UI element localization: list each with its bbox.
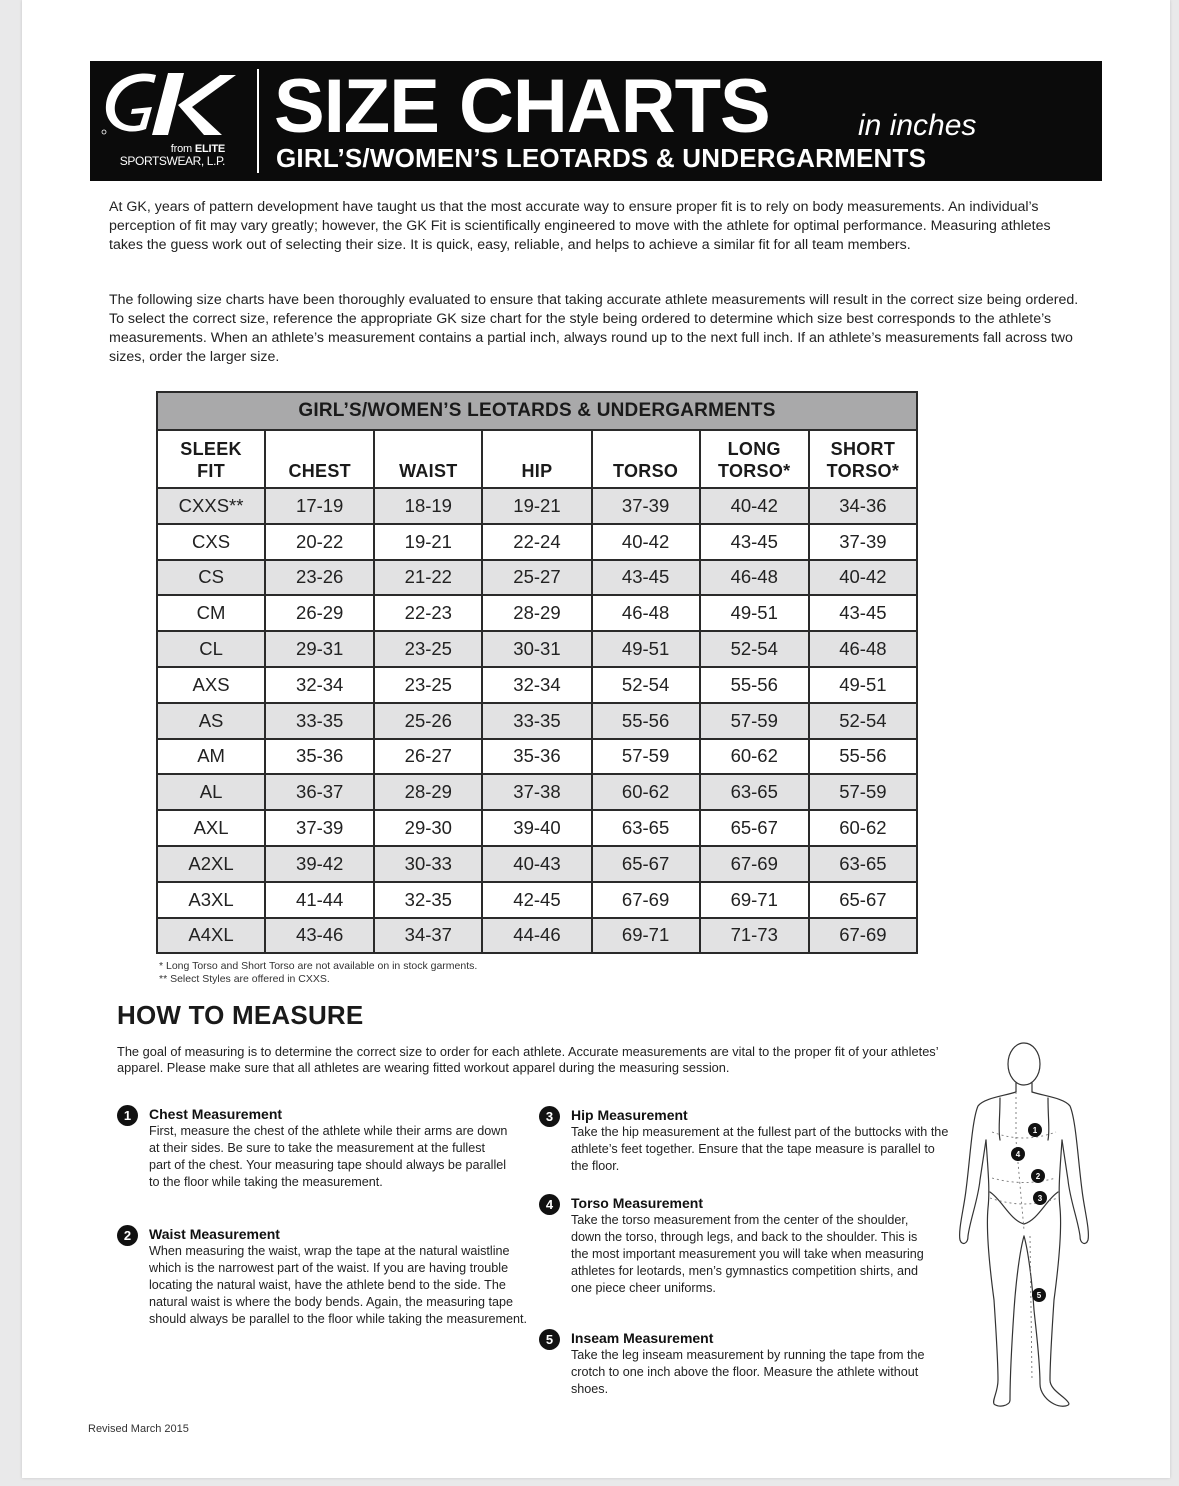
footnote-torso: * Long Torso and Short Torso are not available on in stock garments. [159,960,478,972]
table-row [157,667,917,703]
table-row [157,524,917,560]
measurement-cell: 60-62 [592,774,700,810]
measurement-cell: 60-62 [809,810,917,846]
measurement-cell: 57-59 [700,703,809,739]
measurement-cell: 28-29 [374,774,482,810]
step-text: First, measure the chest of the athlete while their arms are down at their sides. Be sure to take the measurement at the fullest part of the chest. Your measuring tape should always be parallel to the floor while taking the measurement. [149,1124,508,1189]
figure-marker-5: 5 [1036,1291,1042,1300]
measurement-cell: 52-54 [700,631,809,667]
measurement-cell: 43-45 [700,524,809,560]
measurement-cell: 33-35 [265,703,374,739]
table-header-row [157,430,917,488]
step-waist [123,1226,529,1328]
measurement-cell: 65-67 [592,846,700,882]
measurement-cell: 57-59 [592,739,700,775]
table-caption: GIRL’S/WOMEN’S LEOTARDS & UNDERGARMENTS [157,392,917,430]
measurement-cell: 40-43 [482,846,591,882]
step-torso [545,1195,936,1297]
table-row [157,846,917,882]
measurement-cell: 28-29 [482,595,591,631]
measurement-cell: 33-35 [482,703,591,739]
step-number-badge: 1 [117,1105,138,1126]
column-header-line: LONG [727,439,781,459]
measurement-cell: 30-33 [374,846,482,882]
units-label: in inches [858,109,977,142]
measurement-cell: 37-39 [809,524,917,560]
logo-sub: SPORTSWEAR, L.P. [119,154,225,168]
size-cell: A2XL [157,846,265,882]
measurement-cell: 40-42 [592,524,700,560]
measurement-cell: 63-65 [700,774,809,810]
measurement-cell: 57-59 [809,774,917,810]
measurement-cell: 32-35 [374,882,482,918]
step-number-badge: 5 [539,1329,560,1350]
figure-marker-3: 3 [1037,1194,1043,1203]
measurement-cell: 40-42 [700,488,809,524]
measurement-cell: 41-44 [265,882,374,918]
measurement-cell: 40-42 [809,560,917,596]
table-row [157,703,917,739]
measurement-cell: 39-40 [482,810,591,846]
column-header-line: HIP [521,461,553,481]
measurement-cell: 67-69 [592,882,700,918]
measurement-cell: 46-48 [700,560,809,596]
gk-logo-mark [98,67,248,147]
step-inseam [545,1330,936,1398]
banner-divider [257,69,259,173]
step-title: Torso Measurement [571,1195,703,1211]
step-text: Take the leg inseam measurement by running the tape from the crotch to one inch above the floor. Measure the athlete without shoes. [571,1348,925,1396]
figure-marker-1: 1 [1032,1126,1038,1135]
footnote-cxxs: ** Select Styles are offered in CXXS. [159,973,330,985]
measurement-cell: 23-25 [374,631,482,667]
column-header-line: CHEST [288,461,351,481]
table-row [157,918,917,954]
header-banner [90,61,1102,181]
measurement-cell: 21-22 [374,560,482,596]
measurement-cell: 60-62 [700,739,809,775]
logo-from: from ELITE [170,143,225,155]
gk-logo [98,67,248,177]
step-number-badge: 2 [117,1225,138,1246]
measurement-cell: 26-27 [374,739,482,775]
column-header-line: WAIST [399,461,458,481]
size-cell: AS [157,703,265,739]
table-body [157,488,917,953]
table-row [157,488,917,524]
measurement-cell: 29-30 [374,810,482,846]
measurement-cell: 23-25 [374,667,482,703]
step-text: Take the hip measurement at the fullest part of the buttocks with the athlete’s feet together. Ensure that the tape measure is parallel to the floor. [571,1125,949,1173]
table-row [157,882,917,918]
table-row [157,739,917,775]
size-cell: CM [157,595,265,631]
measurement-cell: 34-36 [809,488,917,524]
measurement-cell: 22-23 [374,595,482,631]
table-row [157,595,917,631]
step-text: When measuring the waist, wrap the tape at the natural waistline which is the narrowest part of the waist. If you are having trouble locating the natural waist, have the athlete bend to the side. The natural waist is where the body bends. Again, the measuring tape should always be parallel to the floor while taking the measurement. [149,1244,528,1326]
column-header [592,430,700,488]
body-figure-illustration [954,1040,1094,1412]
step-hip [545,1107,951,1175]
step-chest [123,1106,509,1191]
measurement-cell: 32-34 [482,667,591,703]
measurement-cell: 25-26 [374,703,482,739]
measurement-cell: 37-39 [592,488,700,524]
measurement-cell: 25-27 [482,560,591,596]
measurement-cell: 22-24 [482,524,591,560]
measurement-cell: 65-67 [700,810,809,846]
figure-marker-2: 2 [1035,1172,1041,1181]
column-header [265,430,374,488]
measurement-cell: 63-65 [592,810,700,846]
step-title: Waist Measurement [149,1226,280,1242]
column-header [482,430,591,488]
measurement-cell: 65-67 [809,882,917,918]
measurement-cell: 63-65 [809,846,917,882]
column-header-line: FIT [197,461,226,481]
measurement-cell: 19-21 [482,488,591,524]
measurement-cell: 18-19 [374,488,482,524]
column-header-line: SHORT [830,439,896,459]
measurement-cell: 52-54 [592,667,700,703]
measurement-cell: 19-21 [374,524,482,560]
measurement-cell: 49-51 [700,595,809,631]
table-row [157,631,917,667]
table-row [157,774,917,810]
column-header [809,430,917,488]
measurement-cell: 42-45 [482,882,591,918]
measurement-cell: 26-29 [265,595,374,631]
size-cell: A4XL [157,918,265,954]
page-subtitle: GIRL’S/WOMEN’S LEOTARDS & UNDERGARMENTS [276,143,927,173]
measurement-cell: 52-54 [809,703,917,739]
measurement-cell: 37-38 [482,774,591,810]
measurement-cell: 69-71 [700,882,809,918]
page [22,0,1170,1478]
measurement-cell: 43-45 [592,560,700,596]
measurement-cell: 30-31 [482,631,591,667]
measurement-cell: 49-51 [809,667,917,703]
column-header-line: TORSO* [826,461,900,481]
column-header [157,430,265,488]
column-header [700,430,809,488]
measurement-cell: 55-56 [809,739,917,775]
measurement-cell: 46-48 [809,631,917,667]
measurement-cell: 44-46 [482,918,591,954]
measurement-cell: 69-71 [592,918,700,954]
column-header-line: TORSO [613,461,679,481]
page-title: SIZE CHARTS [274,64,770,149]
step-title: Hip Measurement [571,1107,688,1123]
intro-paragraph-1: At GK, years of pattern development have taught us that the most accurate way to ensure proper fit is to rely on body measurements. An individual’s perception of fit may vary greatly; however, the GK Fit is scientifically engineered to move with the athlete for optimal performance. Measuring athletes takes the guess work out of selecting their size. It is quick, easy, reliable, and helps to achieve a similar fit for all team members. [109,199,1051,253]
measurement-cell: 23-26 [265,560,374,596]
size-cell: AL [157,774,265,810]
size-cell: CL [157,631,265,667]
measurement-cell: 55-56 [700,667,809,703]
table-row [157,810,917,846]
step-number-badge: 4 [539,1194,560,1215]
measurement-cell: 20-22 [265,524,374,560]
table-row [157,560,917,596]
measurement-cell: 43-45 [809,595,917,631]
size-cell: CXXS** [157,488,265,524]
measurement-cell: 36-37 [265,774,374,810]
size-cell: CS [157,560,265,596]
step-text: Take the torso measurement from the center of the shoulder, down the torso, through legs, and back to the shoulder. This is the most important measurement you will take when measuring athletes for leotards, men’s gymnastics competition shirts, and one piece cheer uniforms. [571,1213,924,1295]
step-title: Chest Measurement [149,1106,283,1122]
column-header [374,430,482,488]
measurement-cell: 49-51 [592,631,700,667]
measurement-cell: 35-36 [482,739,591,775]
how-to-measure-title: HOW TO MEASURE [117,1000,364,1030]
measurement-cell: 67-69 [809,918,917,954]
column-header-line: TORSO* [717,461,791,481]
size-cell: AM [157,739,265,775]
measurement-cell: 29-31 [265,631,374,667]
step-title: Inseam Measurement [571,1330,714,1346]
measurement-cell: 46-48 [592,595,700,631]
size-cell: A3XL [157,882,265,918]
size-cell: AXL [157,810,265,846]
measurement-cell: 35-36 [265,739,374,775]
measurement-cell: 39-42 [265,846,374,882]
measurement-cell: 17-19 [265,488,374,524]
revised-date: Revised March 2015 [88,1423,189,1435]
measurement-cell: 32-34 [265,667,374,703]
measurement-cell: 34-37 [374,918,482,954]
column-header-line: SLEEK [180,439,242,459]
size-chart-table [156,391,918,954]
measurement-cell: 37-39 [265,810,374,846]
step-number-badge: 3 [539,1106,560,1127]
measurement-cell: 71-73 [700,918,809,954]
intro-paragraph-2: The following size charts have been thoroughly evaluated to ensure that taking accurate athlete measurements will result in the correct size being ordered. To select the correct size, reference the appropriate GK size chart for the style being ordered to determine which size best corresponds to the athlete’s measurements. When an athlete’s measurement contains a partial inch, always round up to the next full inch. If an athlete’s measurements fall across two sizes, order the larger size. [109,292,1079,365]
measurement-cell: 43-46 [265,918,374,954]
how-to-measure-intro: The goal of measuring is to determine the correct size to order for each athlete. Accurate measurements are vital to the proper fit of your athletes’ apparel. Please make sure that all athletes are wearing fitted workout apparel during the measuring session. [117,1044,939,1075]
figure-marker-4: 4 [1015,1150,1021,1159]
size-cell: AXS [157,667,265,703]
measurement-cell: 55-56 [592,703,700,739]
measurement-cell: 67-69 [700,846,809,882]
size-cell: CXS [157,524,265,560]
